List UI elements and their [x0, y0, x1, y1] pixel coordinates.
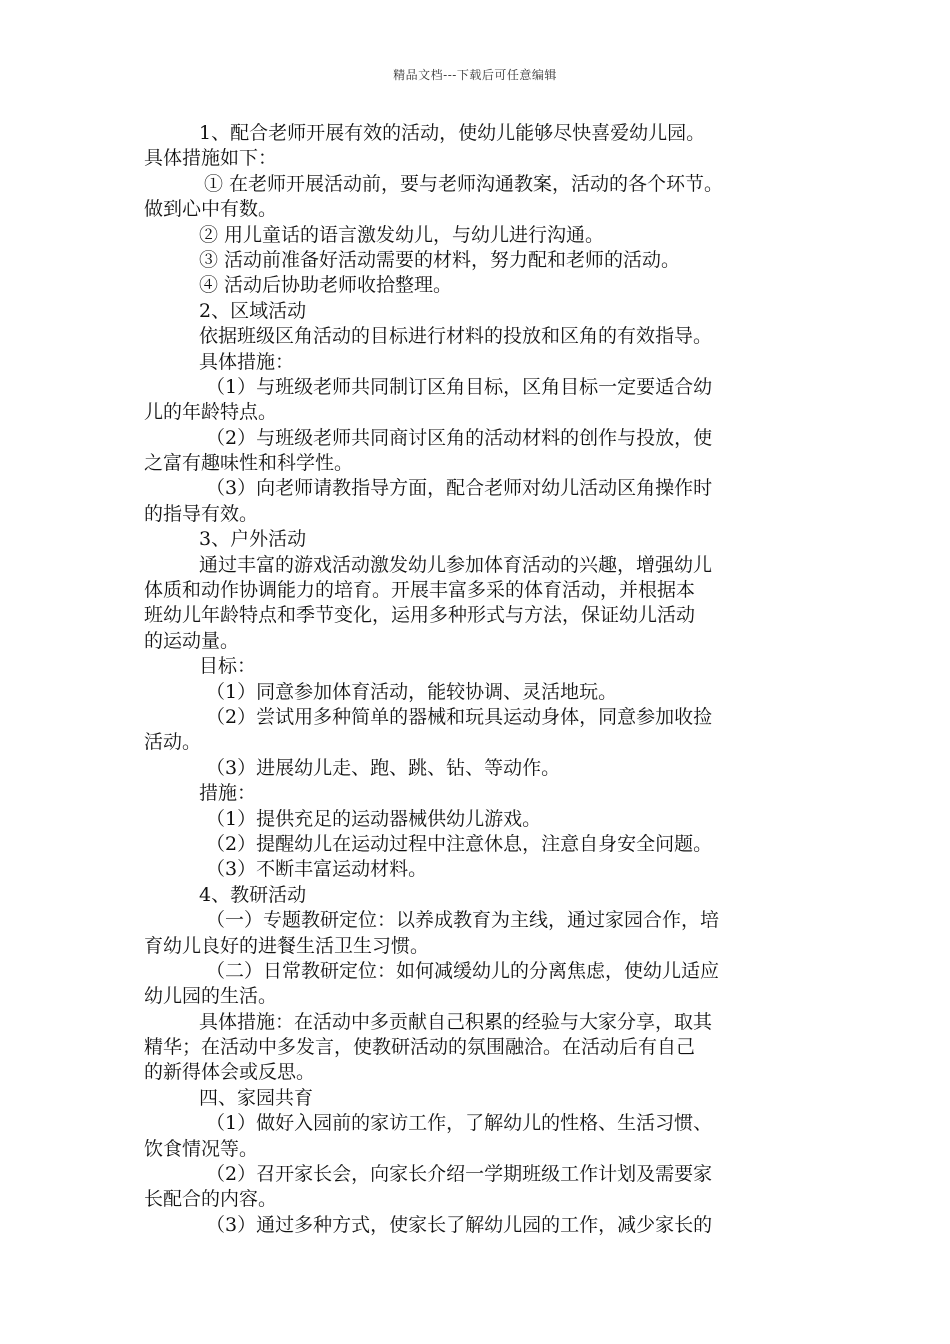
body-text-line: 幼儿园的生活。	[144, 985, 278, 1008]
body-text-line: ④ 活动后协助老师收拾整理。	[199, 274, 453, 297]
body-text-line: ② 用儿童话的语言激发幼儿，与幼儿进行沟通。	[199, 223, 605, 246]
body-text-line: （3）向老师请教指导方面，配合老师对幼儿活动区角操作时	[206, 477, 713, 500]
body-text-line: （二）日常教研定位：如何减缓幼儿的分离焦虑，使幼儿适应	[206, 959, 720, 982]
body-text-line: 班幼儿年龄特点和季节变化，运用多种形式与方法，保证幼儿活动	[144, 604, 696, 627]
body-text-line: （一）专题教研定位：以养成教育为主线，通过家园合作，培	[206, 909, 720, 932]
body-text-line: 具体措施如下：	[144, 147, 278, 170]
body-text-line: 活动。	[144, 731, 202, 754]
body-text-line: 四、家园共育	[199, 1086, 314, 1109]
body-text-line: 饮食情况等。	[144, 1137, 259, 1160]
body-text-line: 长配合的内容。	[144, 1188, 278, 1211]
body-text-line: 精华；在活动中多发言，使教研活动的氛围融洽。在活动后有自己	[144, 1036, 696, 1059]
body-text-line: （2）尝试用多种简单的器械和玩具运动身体，同意参加收捡	[206, 705, 713, 728]
body-text-line: （1）与班级老师共同制订区角目标，区角目标一定要适合幼	[206, 375, 713, 398]
body-text-line: 依据班级区角活动的目标进行材料的投放和区角的有效指导。	[199, 325, 713, 348]
body-text-line: 做到心中有数。	[144, 198, 278, 221]
body-text-line: 通过丰富的游戏活动激发幼儿参加体育活动的兴趣，增强幼儿	[199, 553, 713, 576]
body-text-line: （3）进展幼儿走、跑、跳、钻、等动作。	[206, 756, 561, 779]
body-text-line: （2）召开家长会，向家长介绍一学期班级工作计划及需要家	[206, 1163, 713, 1186]
body-text-line: 4、教研活动	[199, 883, 307, 906]
body-text-line: 1、配合老师开展有效的活动，使幼儿能够尽快喜爱幼儿园。	[199, 122, 706, 144]
body-text-line: 的运动量。	[144, 629, 240, 652]
body-text-line: 育幼儿良好的进餐生活卫生习惯。	[144, 934, 430, 957]
document-body	[144, 121, 814, 1238]
body-text-line: 目标：	[199, 655, 257, 678]
body-text-line: ① 在老师开展活动前，要与老师沟通教案，活动的各个环节。	[204, 172, 724, 195]
body-text-line: （1）做好入园前的家访工作，了解幼儿的性格、生活习惯、	[206, 1112, 713, 1135]
body-text-line: （3）不断丰富运动材料。	[206, 858, 428, 881]
body-text-line: 3、户外活动	[199, 528, 307, 551]
body-text-line: 儿的年龄特点。	[144, 401, 278, 424]
body-text-line: （2）提醒幼儿在运动过程中注意休息，注意自身安全问题。	[206, 832, 713, 855]
body-text-line: 之富有趣味性和科学性。	[144, 452, 354, 475]
body-text-line: （1）同意参加体育活动，能较协调、灵活地玩。	[206, 680, 618, 703]
body-text-line: ③ 活动前准备好活动需要的材料，努力配和老师的活动。	[199, 248, 681, 271]
body-text-line: 体质和动作协调能力的培育。开展丰富多采的体育活动，并根据本	[144, 579, 696, 602]
header-note: 精品文档---下载后可任意编辑	[393, 68, 557, 82]
body-text-line: 2、区域活动	[199, 299, 307, 322]
body-text-line: （3）通过多种方式，使家长了解幼儿园的工作，减少家长的	[206, 1213, 713, 1236]
body-text-line: （1）提供充足的运动器械供幼儿游戏。	[206, 807, 542, 830]
body-text-line: （2）与班级老师共同商讨区角的活动材料的创作与投放，使	[206, 426, 713, 449]
body-text-line: 具体措施：	[199, 350, 295, 373]
body-text-line: 措施：	[199, 782, 257, 805]
body-text-line: 的指导有效。	[144, 502, 259, 525]
body-text-line: 具体措施：在活动中多贡献自己积累的经验与大家分享，取其	[199, 1010, 713, 1033]
body-text-line: 的新得体会或反思。	[144, 1061, 316, 1084]
